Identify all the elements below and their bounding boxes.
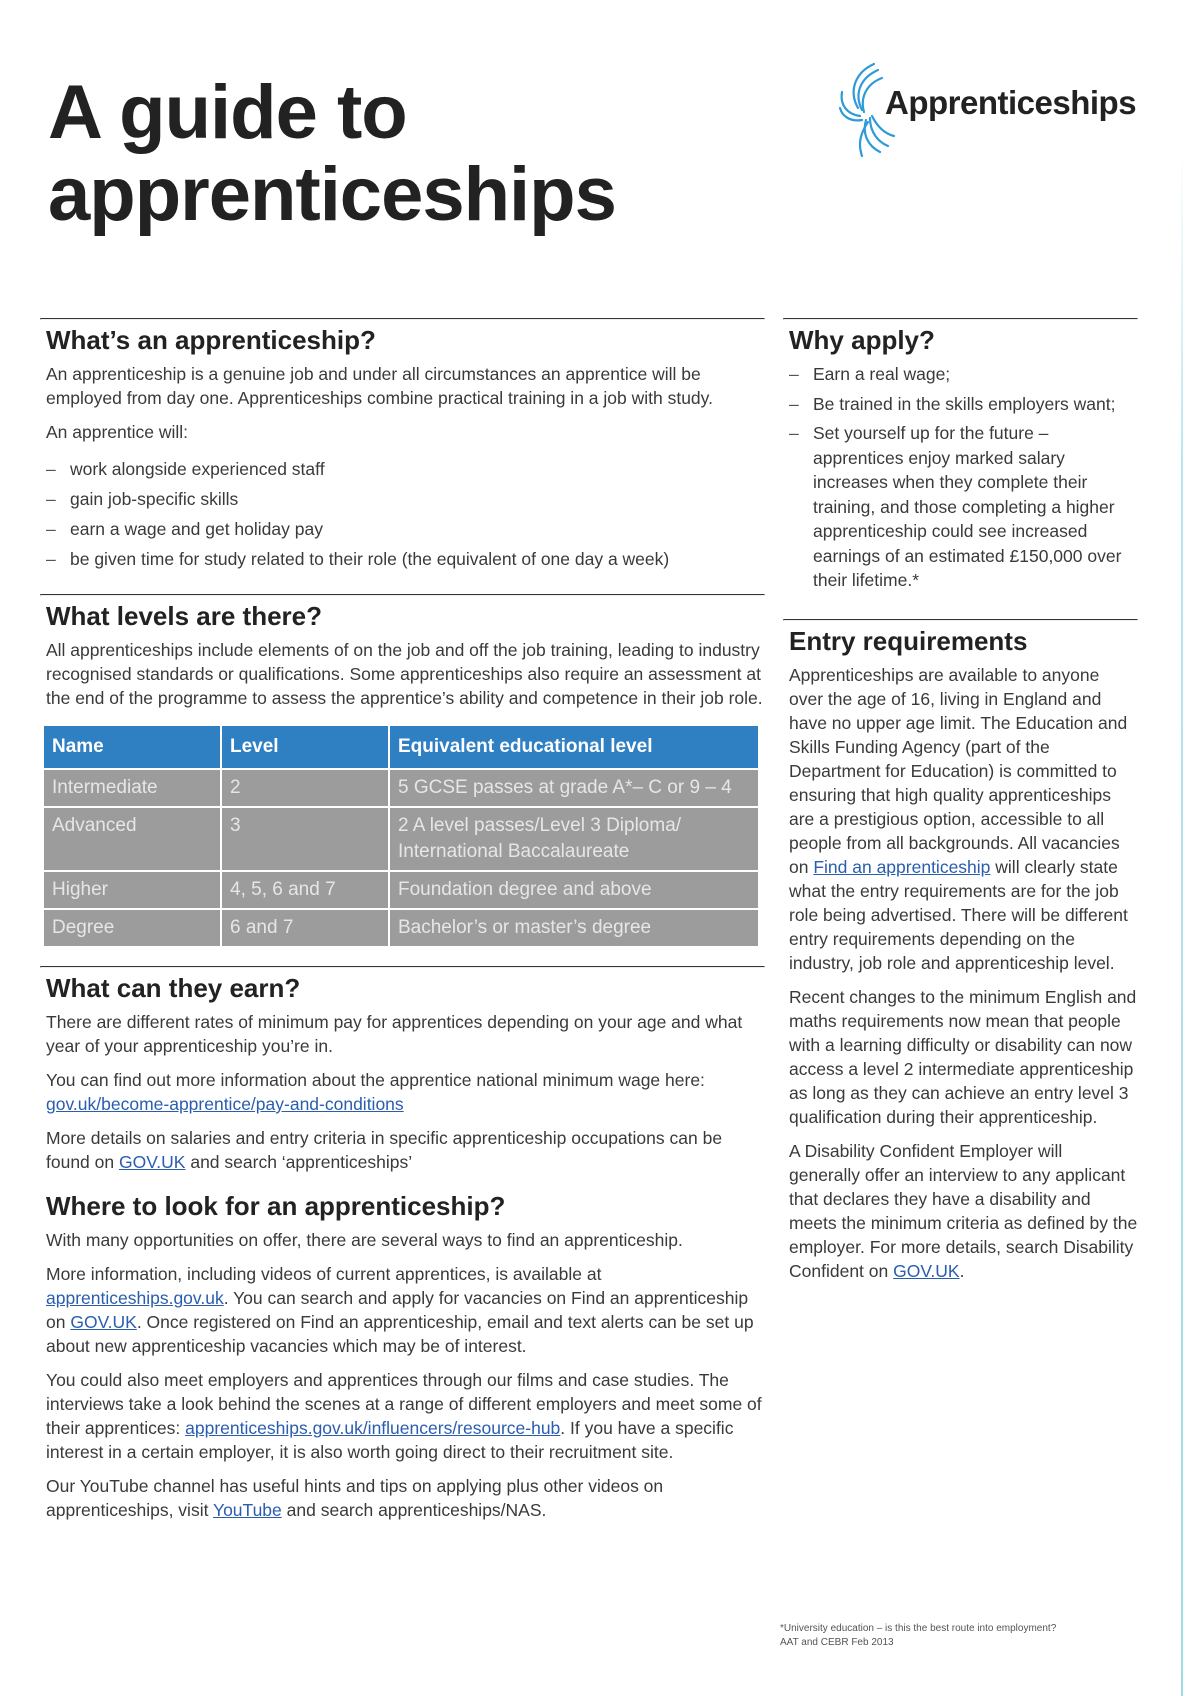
resource-hub-link[interactable]: apprenticeships.gov.uk/influencers/resource-hub xyxy=(185,1418,561,1438)
table-cell: Advanced xyxy=(44,808,220,870)
footnote-line: AAT and CEBR Feb 2013 xyxy=(780,1637,894,1648)
paragraph-text: and search ‘apprenticeships’ xyxy=(190,1152,413,1172)
table-row xyxy=(44,872,758,908)
table-row xyxy=(44,910,758,946)
apprentice-will-list xyxy=(46,454,765,574)
gov-uk-link[interactable]: GOV.UK xyxy=(70,1312,137,1332)
table-cell: 3 xyxy=(222,808,388,870)
scan-edge-line xyxy=(1181,150,1183,1696)
table-cell: 5 GCSE passes at grade A*– C or 9 – 4 xyxy=(390,770,758,806)
table-row xyxy=(44,770,758,806)
right-column xyxy=(783,318,1138,1293)
section-whats-an-apprenticeship xyxy=(40,318,765,574)
table-cell: 6 and 7 xyxy=(222,910,388,946)
table-cell: 4, 5, 6 and 7 xyxy=(222,872,388,908)
paragraph: With many opportunities on offer, there are several ways to find an apprenticeship. xyxy=(46,1230,683,1250)
section-divider xyxy=(40,318,765,320)
table-header-cell: Name xyxy=(44,726,220,768)
list-item: – gain job-specific skills xyxy=(46,484,765,514)
left-column xyxy=(40,318,765,1532)
paragraph xyxy=(46,1126,765,1174)
section-divider xyxy=(783,619,1138,621)
section-levels xyxy=(40,594,765,948)
levels-table xyxy=(42,724,760,948)
gov-uk-link[interactable]: GOV.UK xyxy=(119,1152,186,1172)
table-cell: Foundation degree and above xyxy=(390,872,758,908)
list-item: – Earn a real wage; xyxy=(789,362,1138,387)
list-item: – be given time for study related to their role (the equivalent of one day a week) xyxy=(46,544,765,574)
why-apply-list xyxy=(789,362,1138,593)
table-header-cell: Level xyxy=(222,726,388,768)
youtube-link[interactable]: YouTube xyxy=(213,1500,282,1520)
section-divider xyxy=(40,594,765,596)
paragraph-text: Our YouTube channel has useful hints and tips on applying plus other videos on apprenticeships, visit xyxy=(46,1476,664,1520)
section-heading: Entry requirements xyxy=(789,625,1028,656)
paragraph-text: . You can search and apply for vacancies on Find an apprenticeship on xyxy=(46,1288,749,1332)
section-entry-requirements xyxy=(783,619,1138,1283)
table-cell: Intermediate xyxy=(44,770,220,806)
paragraph xyxy=(46,1474,765,1522)
section-divider xyxy=(40,966,765,968)
table-cell: 2 A level passes/Level 3 Diploma/ International Baccalaureate xyxy=(390,808,758,870)
gov-uk-link[interactable]: GOV.UK xyxy=(893,1260,960,1281)
table-cell: Degree xyxy=(44,910,220,946)
table-cell: Bachelor’s or master’s degree xyxy=(390,910,758,946)
pay-conditions-link[interactable]: gov.uk/become-apprentice/pay-and-conditions xyxy=(46,1094,404,1114)
paragraph-text: You could also meet employers and apprentices through our films and case studies. The interviews take a look behind the scenes at a range of different employers and meet some of their apprentices: xyxy=(46,1370,762,1438)
paragraph: There are different rates of minimum pay for apprentices depending on your age and what year of your apprenticeship you’re in. xyxy=(46,1012,743,1056)
paragraph xyxy=(789,663,1138,975)
paragraph-text: More details on salaries and entry criteria in specific apprenticeship occupations can be found on xyxy=(46,1128,723,1172)
list-item: – Be trained in the skills employers want; xyxy=(789,392,1138,417)
paragraph-text: . Once registered on Find an apprenticeship, email and text alerts can be set up about new apprenticeship vacancies which may be of interest. xyxy=(46,1312,754,1356)
list-item: – Set yourself up for the future – apprentices enjoy marked salary increases when they complete their training, and those completing a higher apprenticeship could see increased earnings of an estimated £150,000 over their lifetime.* xyxy=(789,421,1138,593)
footnote xyxy=(780,1622,1100,1650)
paragraph-text: . If you have a specific interest in a certain employer, it is also worth going direct to their recruitment site. xyxy=(46,1418,734,1462)
table-row xyxy=(44,808,758,870)
paragraph-text: . xyxy=(959,1260,965,1281)
footnote-line: *University education – is this the best route into employment? xyxy=(780,1623,1057,1634)
find-an-apprenticeship-link[interactable]: Find an apprenticeship xyxy=(813,856,991,877)
paragraph xyxy=(789,1139,1138,1283)
section-heading: What can they earn? xyxy=(46,973,301,1003)
logo-text: Apprenticeships xyxy=(885,84,1137,121)
table-cell: Higher xyxy=(44,872,220,908)
page-title: A guide to apprenticeships xyxy=(48,70,616,237)
paragraph-text: and search apprenticeships/NAS. xyxy=(286,1500,547,1520)
paragraph: An apprentice will: xyxy=(46,422,189,442)
paragraph: All apprenticeships include elements of on the job and off the job training, leading to industry recognised standards or qualifications. Some apprenticeships also require an assessment at the end of the programme to assess the apprentice’s ability and competence in their job role. xyxy=(46,640,763,708)
section-heading: What’s an apprenticeship? xyxy=(46,325,376,355)
paragraph: Recent changes to the minimum English and maths requirements now mean that people with a learning difficulty or disability can now access a level 2 intermediate apprenticeship as long as they can achieve an entry level 3 qualification during their apprenticeship. xyxy=(789,986,1137,1127)
section-heading: What levels are there? xyxy=(46,601,322,631)
paragraph xyxy=(46,1368,765,1464)
paragraph-text: More information, including videos of current apprentices, is available at xyxy=(46,1264,602,1284)
section-why-apply xyxy=(783,318,1138,593)
section-heading: Where to look for an apprenticeship? xyxy=(46,1191,506,1221)
table-header-cell: Equivalent educational level xyxy=(390,726,758,768)
paragraph-text: will clearly state what the entry requirements are for the job role being advertised. There will be different entry requirements depending on the industry, job role and apprenticeship level. xyxy=(789,856,1128,973)
section-where-to-look xyxy=(40,1190,765,1522)
paragraph: An apprenticeship is a genuine job and under all circumstances an apprentice will be employed from day one. Apprenticeships combine practical training in a job with study. xyxy=(46,364,713,408)
section-divider xyxy=(783,318,1138,320)
list-item: – earn a wage and get holiday pay xyxy=(46,514,765,544)
paragraph-text: Apprenticeships are available to anyone over the age of 16, living in England and have no upper age limit. The Education and Skills Funding Agency (part of the Department for Education) is committed to ensuring that high quality apprenticeships are a prestigious option, accessible to all people from all backgrounds. All vacancies on xyxy=(789,664,1128,877)
section-heading: Why apply? xyxy=(789,325,935,355)
paragraph-text: You can find out more information about the apprentice national minimum wage here: xyxy=(46,1070,705,1090)
list-item: – work alongside experienced staff xyxy=(46,454,765,484)
paragraph xyxy=(46,1262,765,1358)
apprenticeships-gov-uk-link[interactable]: apprenticeships.gov.uk xyxy=(46,1288,224,1308)
table-cell: 2 xyxy=(222,770,388,806)
paragraph-text: A Disability Confident Employer will generally offer an interview to any applicant that declares they have a disability and meets the minimum criteria as defined by the employer. For more details, search Disability Confident on xyxy=(789,1140,1138,1281)
paragraph xyxy=(46,1068,765,1116)
table-header-row xyxy=(44,726,758,768)
section-what-can-they-earn xyxy=(40,966,765,1174)
